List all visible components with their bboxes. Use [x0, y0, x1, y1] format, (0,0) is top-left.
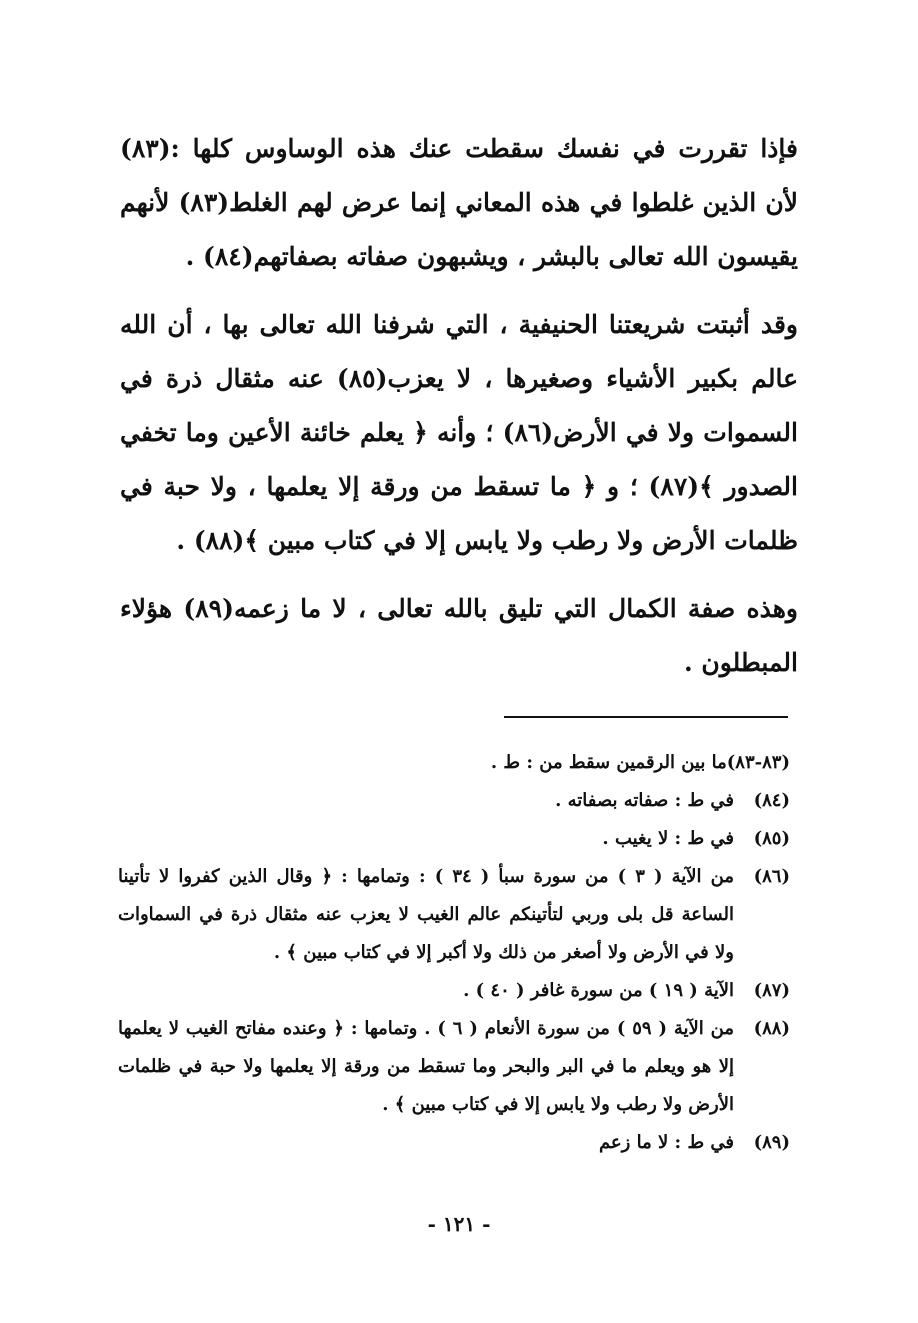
main-text: [120, 122, 798, 690]
footnote-88: [118, 1010, 790, 1124]
footnote-89: [118, 1124, 790, 1162]
footnote-number: (٨٧): [753, 980, 790, 1001]
paragraph-2: وقد أثبتت شريعتنا الحنيفية ، التي شرفنا الله تعالى بها ، أن الله عالم بكبير الأشياء وصغيرها ، لا يعزب(٨٥) عنه مثقال ذرة في السموات ولا في الأرض(٨٦) ؛ وأنه ﴿ يعلم خائنة الأعين وما تخفي الصدور ﴾(٨٧) ؛ و ﴿ ما تسقط من ورقة إلا يعلمها ، ولا حبة في ظلمات الأرض ولا رطب ولا يابس إلا في كتاب مبين ﴾(٨٨) .: [120, 310, 798, 555]
paragraph-1: فإذا تقررت في نفسك سقطت عنك هذه الوساوس كلها :(٨٣) لأن الذين غلطوا في هذه المعاني إنما عرض لهم الغلط(٨٣) لأنهم يقيسون الله تعالى بالبشر ، ويشبهون صفاته بصفاتهم(٨٤) .: [120, 134, 798, 271]
footnotes: [118, 744, 790, 1162]
footnote-text: ما بين الرقمين سقط من : ط .: [490, 752, 727, 773]
footnote-text: في ط : لا يغيب .: [602, 828, 734, 849]
footnote-text: من الآية ( ٣ ) من سورة سبأ ( ٣٤ ) : وتمامها : ﴿ وقال الذين كفروا لا تأتينا الساعة قل بلى وربي لتأتينكم عالم الغيب لا يعزب عنه مثقال ذرة في السماوات ولا في الأرض ولا أصغر من ذلك ولا أكبر إلا في كتاب مبين ﴾ .: [118, 866, 734, 963]
paragraph-3: وهذه صفة الكمال التي تليق بالله تعالى ، لا ما زعمه(٨٩) هؤلاء المبطلون .: [120, 594, 798, 677]
footnote-number: (٨٣-٨٣): [726, 752, 790, 773]
footnote-number: (٨٩): [753, 1132, 790, 1153]
footnote-84: [118, 782, 790, 820]
footnote-83: [118, 744, 790, 782]
page-number: - ١٢١ -: [427, 1212, 491, 1236]
footnote-text: في ط : لا ما زعم: [598, 1132, 734, 1153]
footnote-number: (٨٦): [753, 866, 790, 887]
footnote-divider: [504, 716, 788, 718]
footnote-number: (٨٨): [753, 1018, 790, 1039]
footnote-87: [118, 972, 790, 1010]
footnote-text: في ط : صفاته بصفاته .: [555, 790, 734, 811]
footnote-number: (٨٥): [753, 828, 790, 849]
footnote-text: من الآية ( ٥٩ ) من سورة الأنعام ( ٦ ) . وتمامها : ﴿ وعنده مفاتح الغيب لا يعلمها إلا هو ويعلم ما في البر والبحر وما تسقط من ورقة إلا يعلمها ولا حبة في ظلمات الأرض ولا رطب ولا يابس إلا في كتاب مبين ﴾ .: [118, 1018, 735, 1115]
footnote-text: الآية ( ١٩ ) من سورة غافر ( ٤٠ ) .: [463, 980, 734, 1001]
footnote-number: (٨٤): [753, 790, 790, 811]
footnote-86: [118, 858, 790, 972]
footnote-85: [118, 820, 790, 858]
